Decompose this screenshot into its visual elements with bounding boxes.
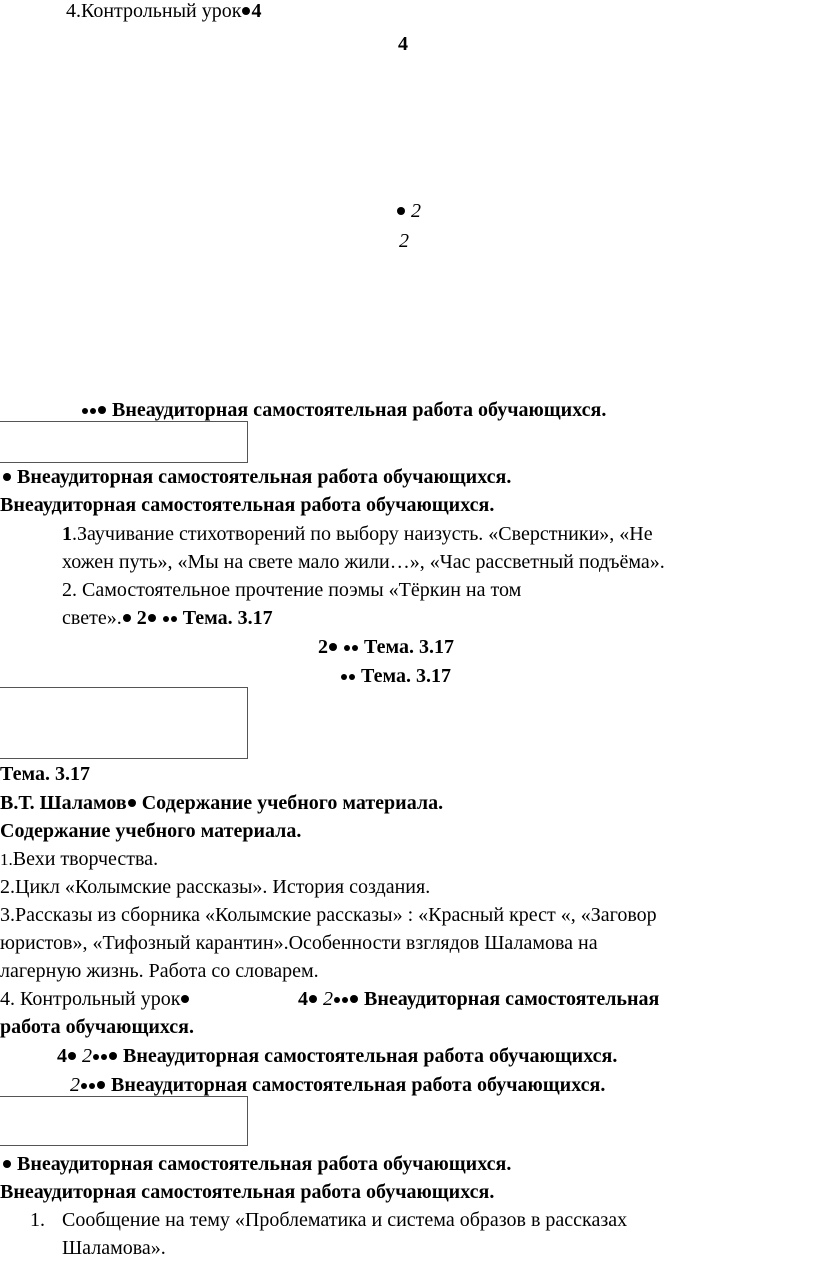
topic-heading: Тема. 3.17: [0, 763, 90, 785]
bullet-icon: [342, 997, 348, 1003]
bullet-icon: [171, 616, 177, 622]
content-item-4-heading-cont: работа обучающихся.: [0, 1016, 194, 1038]
italic-number: 2: [82, 1045, 92, 1067]
bullet-icon: [98, 406, 106, 414]
item-number: 1.: [0, 850, 13, 869]
heading-text: Внеаудиторная самостоятельная работа обучающихся.: [112, 399, 607, 421]
bullet-icon: [128, 799, 136, 807]
item-text: 4. Контрольный урок: [0, 988, 181, 1010]
bullet-icon: [242, 7, 250, 15]
empty-box: [0, 687, 248, 759]
bullet-icon: [90, 408, 96, 414]
item-number: 2: [136, 607, 147, 629]
topic-number: 2: [318, 636, 328, 658]
bullet-icon: [148, 614, 156, 622]
bullet-icon: [3, 1160, 11, 1168]
bullet-icon: [97, 1081, 105, 1089]
bullet-icon: [397, 207, 405, 215]
bullet-icon: [68, 1052, 76, 1060]
content-title: Содержание учебного материала.: [141, 792, 444, 814]
bullet-icon: [352, 645, 358, 651]
section-heading-repeat-2: Внеаудиторная самостоятельная работа обучающихся.: [0, 494, 495, 516]
content-item-2: 2.Цикл «Колымские рассказы». История создания.: [0, 876, 431, 898]
item-text: Вехи творчества.: [12, 848, 159, 870]
numbered-item-1: [30, 1207, 45, 1234]
bullet-icon: [3, 473, 11, 481]
center-number: 4: [398, 33, 408, 55]
content-item-3-line3: лагерную жизнь. Работа со словарем.: [0, 960, 319, 982]
topic-text: Тема. 3.17: [361, 665, 451, 687]
lesson-number: 4: [251, 0, 262, 22]
bullet-icon: [93, 1054, 99, 1060]
bullet-icon: [109, 1052, 117, 1060]
list-item-1: [62, 521, 653, 548]
bullet-icon: [344, 645, 350, 651]
italic-number: 2: [323, 988, 333, 1010]
bullet-icon: [123, 614, 131, 622]
content-item-3-line2: юристов», «Тифозный карантин».Особенности взглядов Шаламова на: [0, 932, 598, 954]
numbered-item-1-text: Сообщение на тему «Проблематика и система образов в рассказах: [62, 1209, 628, 1231]
list-item-2: 2. Самостоятельное прочтение поэмы «Тёркин на том: [62, 579, 522, 601]
item-number: 4: [57, 1045, 67, 1067]
bullet-icon: [309, 995, 317, 1003]
bullet-icon: [181, 995, 189, 1003]
center-heading-1: [57, 1043, 617, 1070]
item-number: 4: [298, 988, 308, 1010]
center-italic-line: [396, 198, 421, 225]
section-heading: [81, 397, 606, 424]
content-item-4-heading: [298, 986, 659, 1013]
top-line: [66, 0, 261, 25]
center-heading-2: [70, 1072, 605, 1099]
content-item-1: [0, 846, 158, 873]
bullet-icon: [163, 616, 169, 622]
heading-text: Внеаудиторная самостоятельная работа обучающихся.: [111, 1074, 606, 1096]
topic-text: Тема. 3.17: [182, 607, 273, 629]
bullet-icon: [81, 1083, 87, 1089]
section-heading-repeat: [2, 1151, 511, 1178]
empty-box: [0, 421, 248, 463]
empty-box: [0, 1096, 248, 1146]
italic-number: 2: [70, 1074, 80, 1096]
bullet-icon: [329, 643, 337, 651]
bullet-icon: [82, 408, 88, 414]
bullet-icon: [349, 674, 355, 680]
bullet-icon: [89, 1083, 95, 1089]
heading-text: Внеаудиторная самостоятельная работа обучающихся.: [17, 466, 512, 488]
author-line: [0, 790, 443, 817]
topic-text: Тема. 3.17: [364, 636, 454, 658]
author-name: В.Т. Шаламов: [0, 792, 127, 814]
content-item-3: 3.Рассказы из сборника «Колымские рассказы» : «Красный крест «, «Заговор: [0, 904, 657, 926]
list-item-2-line2: [62, 605, 273, 632]
center-topic-2: [340, 663, 451, 690]
section-heading-repeat: [2, 464, 511, 491]
heading-text: Внеаудиторная самостоятельная: [364, 988, 660, 1010]
item-number: 1: [62, 523, 72, 545]
heading-text: Внеаудиторная самостоятельная работа обучающихся.: [123, 1045, 618, 1067]
center-italic-number: 2: [399, 230, 409, 252]
italic-number: 2: [411, 200, 421, 222]
item-text: .Заучивание стихотворений по выбору наизусть. «Сверстники», «Не: [72, 523, 653, 545]
content-title-repeat: Содержание учебного материала.: [0, 820, 302, 842]
list-item-1-line2: хожен путь», «Мы на свете мало жили…», «Час рассветный подъёма».: [62, 551, 665, 573]
bullet-icon: [101, 1054, 107, 1060]
center-topic-1: [318, 634, 454, 661]
lesson-text: 4.Контрольный урок: [66, 0, 242, 22]
content-item-4: [0, 986, 190, 1013]
item-text: свете».: [62, 607, 122, 629]
heading-text: Внеаудиторная самостоятельная работа обучающихся.: [17, 1153, 512, 1175]
item-number: 1.: [30, 1209, 45, 1231]
numbered-item-1-text-line2: Шаламова».: [62, 1237, 166, 1259]
bullet-icon: [350, 995, 358, 1003]
section-heading-repeat-2: Внеаудиторная самостоятельная работа обучающихся.: [0, 1181, 495, 1203]
bullet-icon: [341, 674, 347, 680]
bullet-icon: [334, 997, 340, 1003]
